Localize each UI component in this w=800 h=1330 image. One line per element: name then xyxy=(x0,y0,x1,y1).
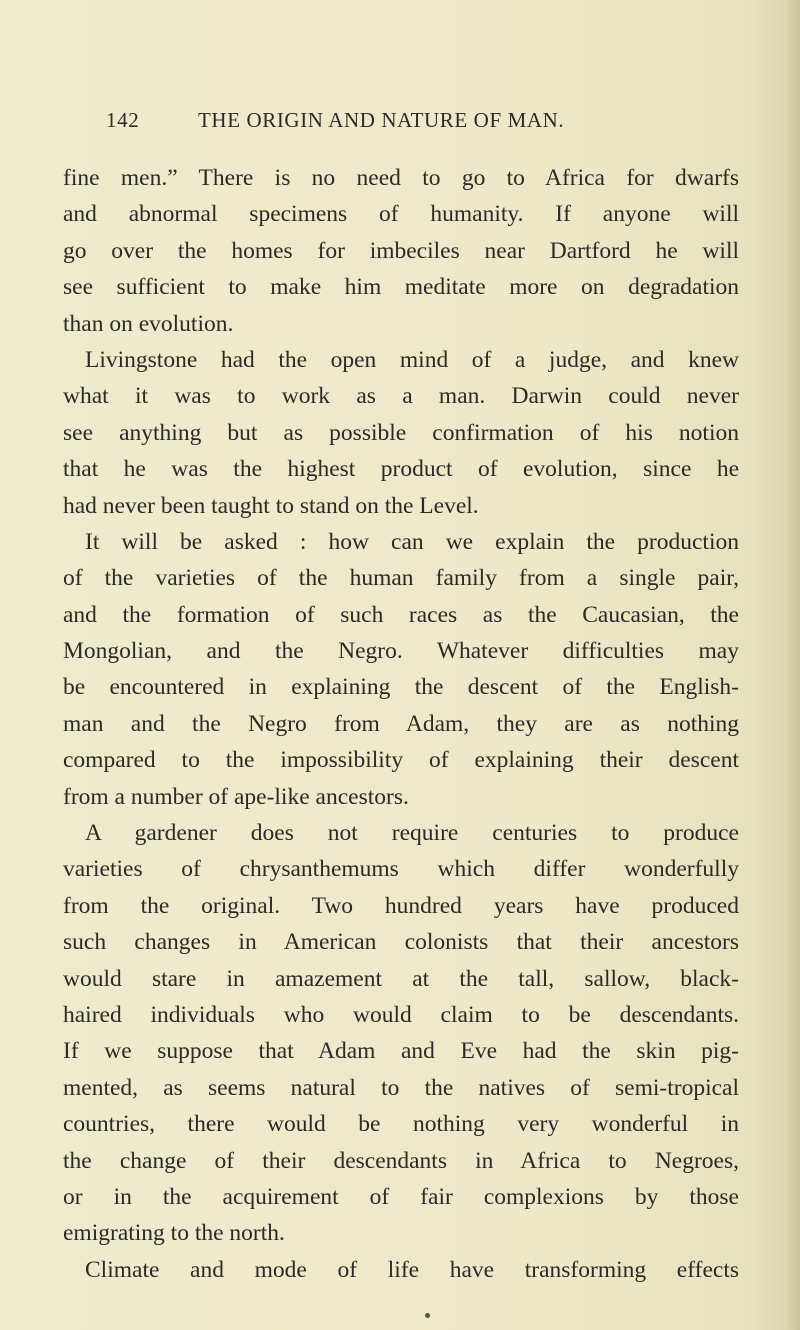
text-line: than on evolution. xyxy=(63,310,234,337)
text-line: compared to the impossibility of explaining their descent xyxy=(63,747,739,774)
text-line: fine men.” There is no need to go to Africa for dwarfs xyxy=(63,165,739,191)
text-line: Climate and mode of life have transforming effects xyxy=(85,1256,739,1283)
text-line: man and the Negro from Adam, they are as nothing xyxy=(63,710,739,737)
text-line: had never been taught to stand on the Level. xyxy=(63,492,479,519)
page-number: 142 xyxy=(106,108,140,132)
text-line: that he was the highest product of evolution, since he xyxy=(63,456,739,483)
text-line: of the varieties of the human family from a single pair, xyxy=(63,565,739,592)
text-line: the change of their descendants in Africa to Negroes, xyxy=(63,1147,739,1174)
text-line: see sufficient to make him meditate more on degradation xyxy=(63,274,739,301)
text-line: and the formation of such races as the Caucasian, the xyxy=(63,601,739,628)
text-line: If we suppose that Adam and Eve had the skin pig- xyxy=(63,1038,739,1065)
text-line: from the original. Two hundred years have produced xyxy=(63,892,739,919)
page-header xyxy=(106,104,746,136)
text-line: such changes in American colonists that their ancestors xyxy=(63,929,739,956)
body-text xyxy=(63,160,739,1288)
text-line: would stare in amazement at the tall, sallow, black- xyxy=(63,965,739,992)
text-line: Livingstone had the open mind of a judge, and knew xyxy=(85,346,739,373)
text-line: It will be asked : how can we explain the production xyxy=(85,528,739,555)
text-line: or in the acquirement of fair complexions by those xyxy=(63,1183,739,1210)
text-line: be encountered in explaining the descent of the English- xyxy=(63,674,739,701)
page-edge-shadow xyxy=(786,0,800,1330)
text-line: emigrating to the north. xyxy=(63,1220,285,1247)
text-line: countries, there would be nothing very wonderful in xyxy=(63,1111,739,1138)
text-line: see anything but as possible confirmation of his notion xyxy=(63,419,739,446)
ink-speck xyxy=(425,1313,430,1318)
text-line: mented, as seems natural to the natives of semi-tropical xyxy=(63,1074,739,1101)
text-line: what it was to work as a man. Darwin could never xyxy=(63,383,739,410)
text-line: go over the homes for imbeciles near Dartford he will xyxy=(63,237,739,264)
text-line: varieties of chrysanthemums which differ wonderfully xyxy=(63,856,739,883)
text-line: A gardener does not require centuries to produce xyxy=(85,820,739,847)
running-title: THE ORIGIN AND NATURE OF MAN. xyxy=(198,108,565,132)
text-line: haired individuals who would claim to be descendants. xyxy=(63,1001,739,1028)
text-line: from a number of ape-like ancestors. xyxy=(63,783,409,810)
text-line: Mongolian, and the Negro. Whatever difficulties may xyxy=(63,638,739,665)
text-line: and abnormal specimens of humanity. If anyone will xyxy=(63,201,739,228)
